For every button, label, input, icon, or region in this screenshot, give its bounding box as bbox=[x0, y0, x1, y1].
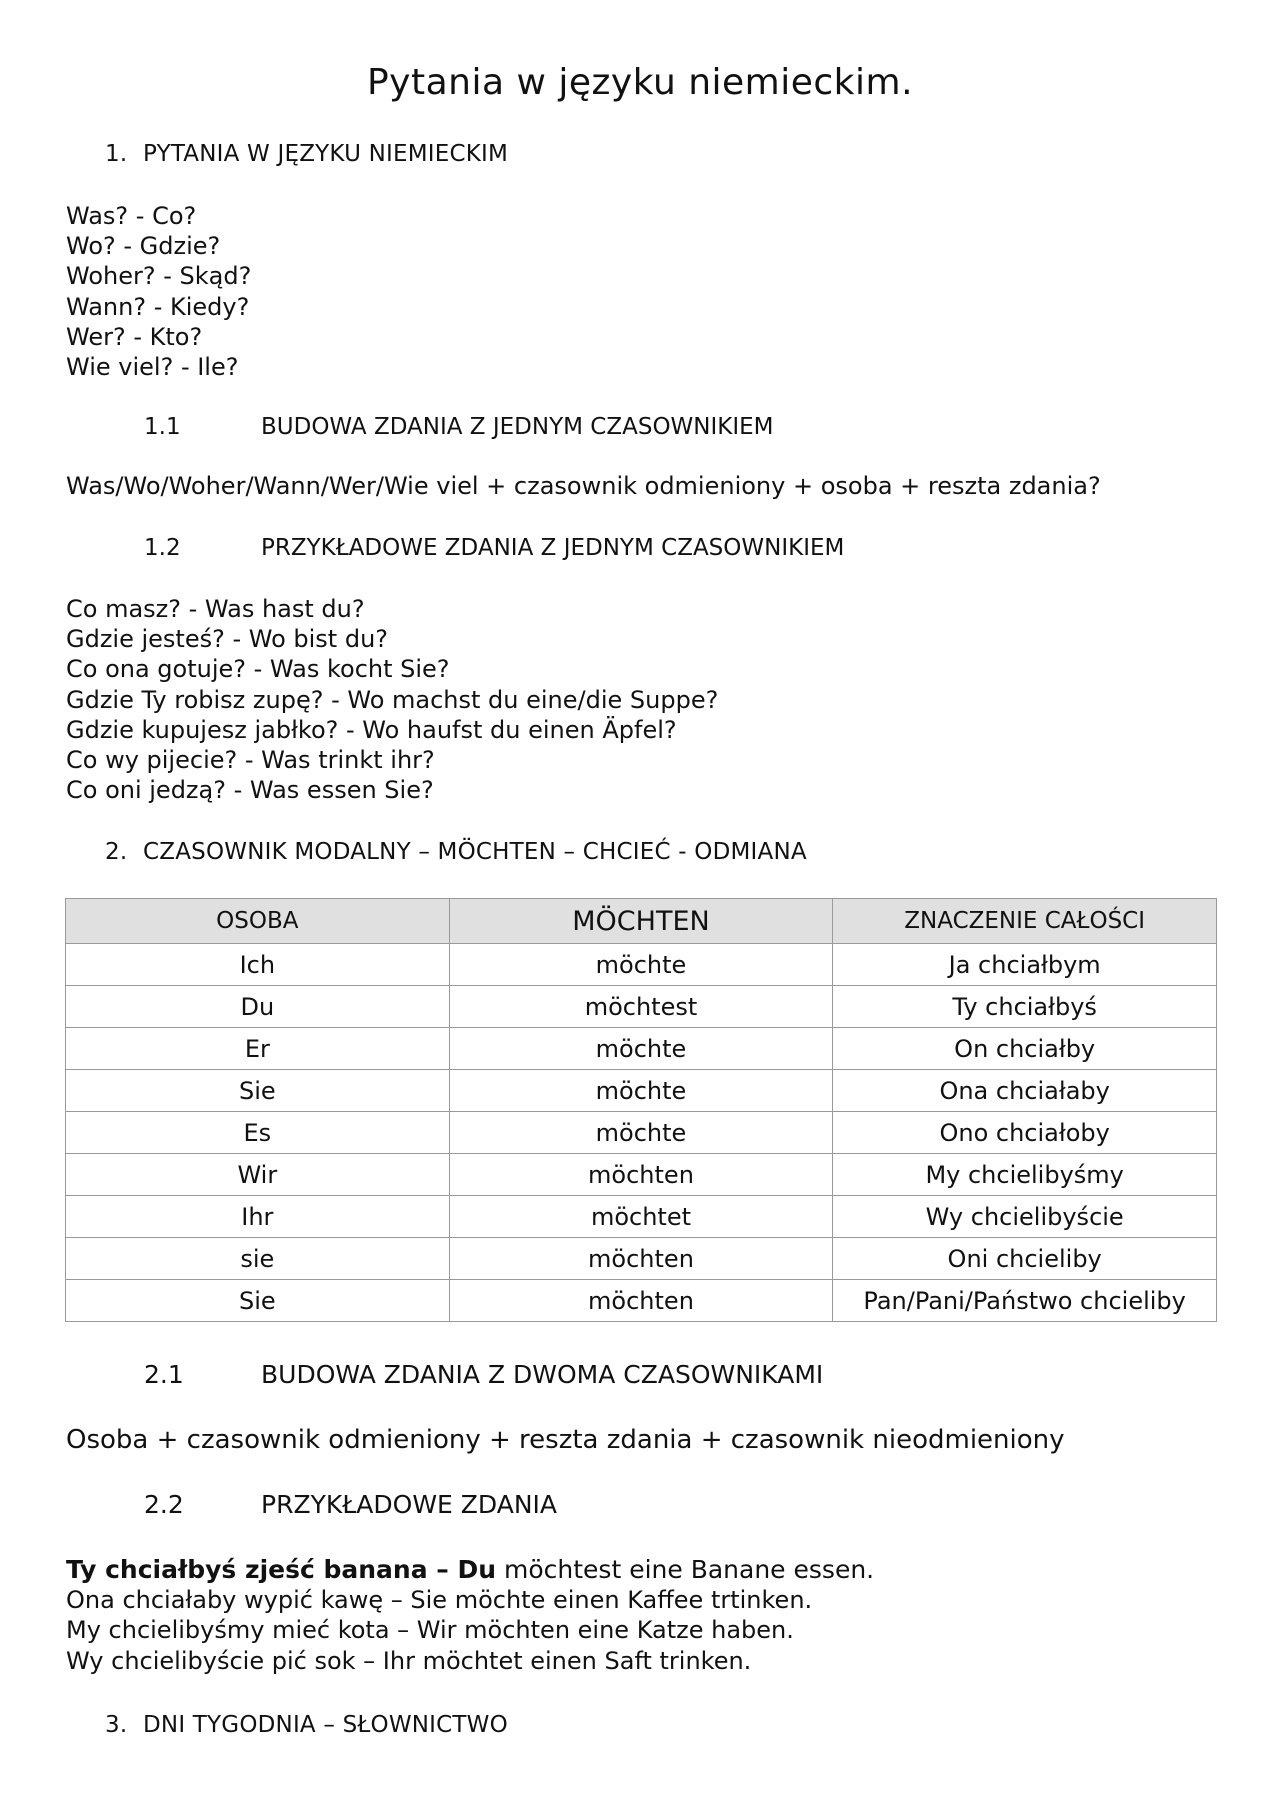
table-cell: Ona chciałaby bbox=[833, 1070, 1217, 1112]
list-item: Ona chciałaby wypić kawę – Sie möchte einen Kaffee trtinken. bbox=[66, 1586, 813, 1615]
table-cell: Wir bbox=[66, 1154, 450, 1196]
table-row bbox=[66, 1196, 1217, 1238]
section-1-2-heading bbox=[144, 535, 844, 561]
list-item bbox=[66, 1555, 874, 1585]
example-rest-part: möchtest eine Banane essen. bbox=[496, 1555, 875, 1584]
document-title: Pytania w języku niemieckim. bbox=[366, 62, 914, 103]
column-header-znaczenie: ZNACZENIE CAŁOŚCI bbox=[833, 899, 1217, 944]
section-number: 2.1 bbox=[144, 1360, 184, 1389]
list-item: Co masz? - Was hast du? bbox=[66, 595, 365, 623]
list-item: Wie viel? - Ile? bbox=[66, 353, 239, 382]
table-row bbox=[66, 1280, 1217, 1322]
table-cell: möchtest bbox=[449, 986, 833, 1028]
table-cell: möchtet bbox=[449, 1196, 833, 1238]
table-row bbox=[66, 944, 1217, 986]
table-row bbox=[66, 1028, 1217, 1070]
section-title: BUDOWA ZDANIA Z JEDNYM CZASOWNIKIEM bbox=[261, 414, 774, 440]
section-number: 3. bbox=[105, 1712, 128, 1738]
section-title: BUDOWA ZDANIA Z DWOMA CZASOWNIKAMI bbox=[261, 1360, 824, 1389]
column-header-moechten: MÖCHTEN bbox=[449, 899, 833, 944]
table-cell: Ty chciałbyś bbox=[833, 986, 1217, 1028]
table-cell: möchten bbox=[449, 1154, 833, 1196]
section-number: 1.2 bbox=[144, 535, 181, 561]
table-row bbox=[66, 1112, 1217, 1154]
one-verb-examples-list bbox=[66, 594, 718, 805]
table-cell: sie bbox=[66, 1238, 450, 1280]
table-cell: möchten bbox=[449, 1280, 833, 1322]
table-cell: Ono chciałoby bbox=[833, 1112, 1217, 1154]
list-item: Co oni jedzą? - Was essen Sie? bbox=[66, 776, 434, 805]
table-cell: Er bbox=[66, 1028, 450, 1070]
table-cell: Ja chciałbym bbox=[833, 944, 1217, 986]
list-item: Wo? - Gdzie? bbox=[66, 232, 221, 261]
table-cell: möchten bbox=[449, 1238, 833, 1280]
list-item: Co wy pijecie? - Was trinkt ihr? bbox=[66, 746, 435, 775]
section-1-1-heading bbox=[144, 414, 774, 440]
table-cell: Ich bbox=[66, 944, 450, 986]
column-header-osoba: OSOBA bbox=[66, 899, 450, 944]
example-bold-part: Ty chciałbyś zjeść banana – Du bbox=[66, 1555, 497, 1584]
table-cell: Sie bbox=[66, 1280, 450, 1322]
table-cell: Es bbox=[66, 1112, 450, 1154]
table-cell: Du bbox=[66, 986, 450, 1028]
two-verb-examples-list bbox=[66, 1555, 874, 1676]
section-number: 1. bbox=[105, 141, 128, 167]
section-number: 2. bbox=[105, 839, 128, 865]
list-item: Gdzie Ty robisz zupę? - Wo machst du eine/die Suppe? bbox=[66, 685, 719, 714]
section-title: PYTANIA W JĘZYKU NIEMIECKIM bbox=[143, 141, 509, 167]
list-item: Woher? - Skąd? bbox=[66, 262, 252, 291]
list-item: Gdzie kupujesz jabłko? - Wo haufst du einen Äpfel? bbox=[66, 715, 677, 744]
section-number: 2.2 bbox=[144, 1490, 184, 1519]
table-header-row bbox=[66, 899, 1217, 944]
table-cell: möchte bbox=[449, 1112, 833, 1154]
list-item: Wann? - Kiedy? bbox=[66, 292, 250, 321]
list-item: Wy chcielibyście pić sok – Ihr möchtet einen Saft trinken. bbox=[66, 1646, 752, 1675]
table-cell: möchte bbox=[449, 1070, 833, 1112]
table-cell: Pan/Pani/Państwo chcieliby bbox=[833, 1280, 1217, 1322]
section-title: CZASOWNIK MODALNY – MÖCHTEN – CHCIEĆ - ODMIANA bbox=[143, 839, 807, 865]
table-row bbox=[66, 1070, 1217, 1112]
one-verb-formula: Was/Wo/Woher/Wann/Wer/Wie viel + czasownik odmieniony + osoba + reszta zdania? bbox=[66, 472, 1101, 500]
table-cell: Oni chcieliby bbox=[833, 1238, 1217, 1280]
question-words-list bbox=[66, 201, 251, 382]
two-verb-formula: Osoba + czasownik odmieniony + reszta zdania + czasownik nieodmieniony bbox=[66, 1425, 1065, 1455]
section-2-1-heading bbox=[144, 1360, 823, 1389]
moechten-conjugation-table bbox=[65, 898, 1217, 1322]
table-cell: möchte bbox=[449, 944, 833, 986]
section-2-2-heading bbox=[144, 1490, 557, 1519]
table-cell: Ihr bbox=[66, 1196, 450, 1238]
section-2-heading bbox=[105, 839, 807, 865]
table-cell: Sie bbox=[66, 1070, 450, 1112]
section-title: PRZYKŁADOWE ZDANIA Z JEDNYM CZASOWNIKIEM bbox=[261, 535, 845, 561]
section-title: PRZYKŁADOWE ZDANIA bbox=[261, 1490, 557, 1519]
list-item: My chcielibyśmy mieć kota – Wir möchten eine Katze haben. bbox=[66, 1616, 794, 1645]
table-row bbox=[66, 1154, 1217, 1196]
table-cell: Wy chcielibyście bbox=[833, 1196, 1217, 1238]
table-cell: My chcielibyśmy bbox=[833, 1154, 1217, 1196]
section-number: 1.1 bbox=[144, 414, 181, 440]
list-item: Co ona gotuje? - Was kocht Sie? bbox=[66, 655, 450, 684]
section-title: DNI TYGODNIA – SŁOWNICTWO bbox=[143, 1712, 508, 1738]
table-row bbox=[66, 986, 1217, 1028]
table-row bbox=[66, 1238, 1217, 1280]
section-3-heading bbox=[105, 1712, 508, 1738]
table-cell: möchte bbox=[449, 1028, 833, 1070]
list-item: Wer? - Kto? bbox=[66, 322, 203, 351]
list-item: Was? - Co? bbox=[66, 202, 197, 230]
table-cell: On chciałby bbox=[833, 1028, 1217, 1070]
section-1-heading bbox=[105, 141, 508, 167]
list-item: Gdzie jesteś? - Wo bist du? bbox=[66, 625, 389, 654]
